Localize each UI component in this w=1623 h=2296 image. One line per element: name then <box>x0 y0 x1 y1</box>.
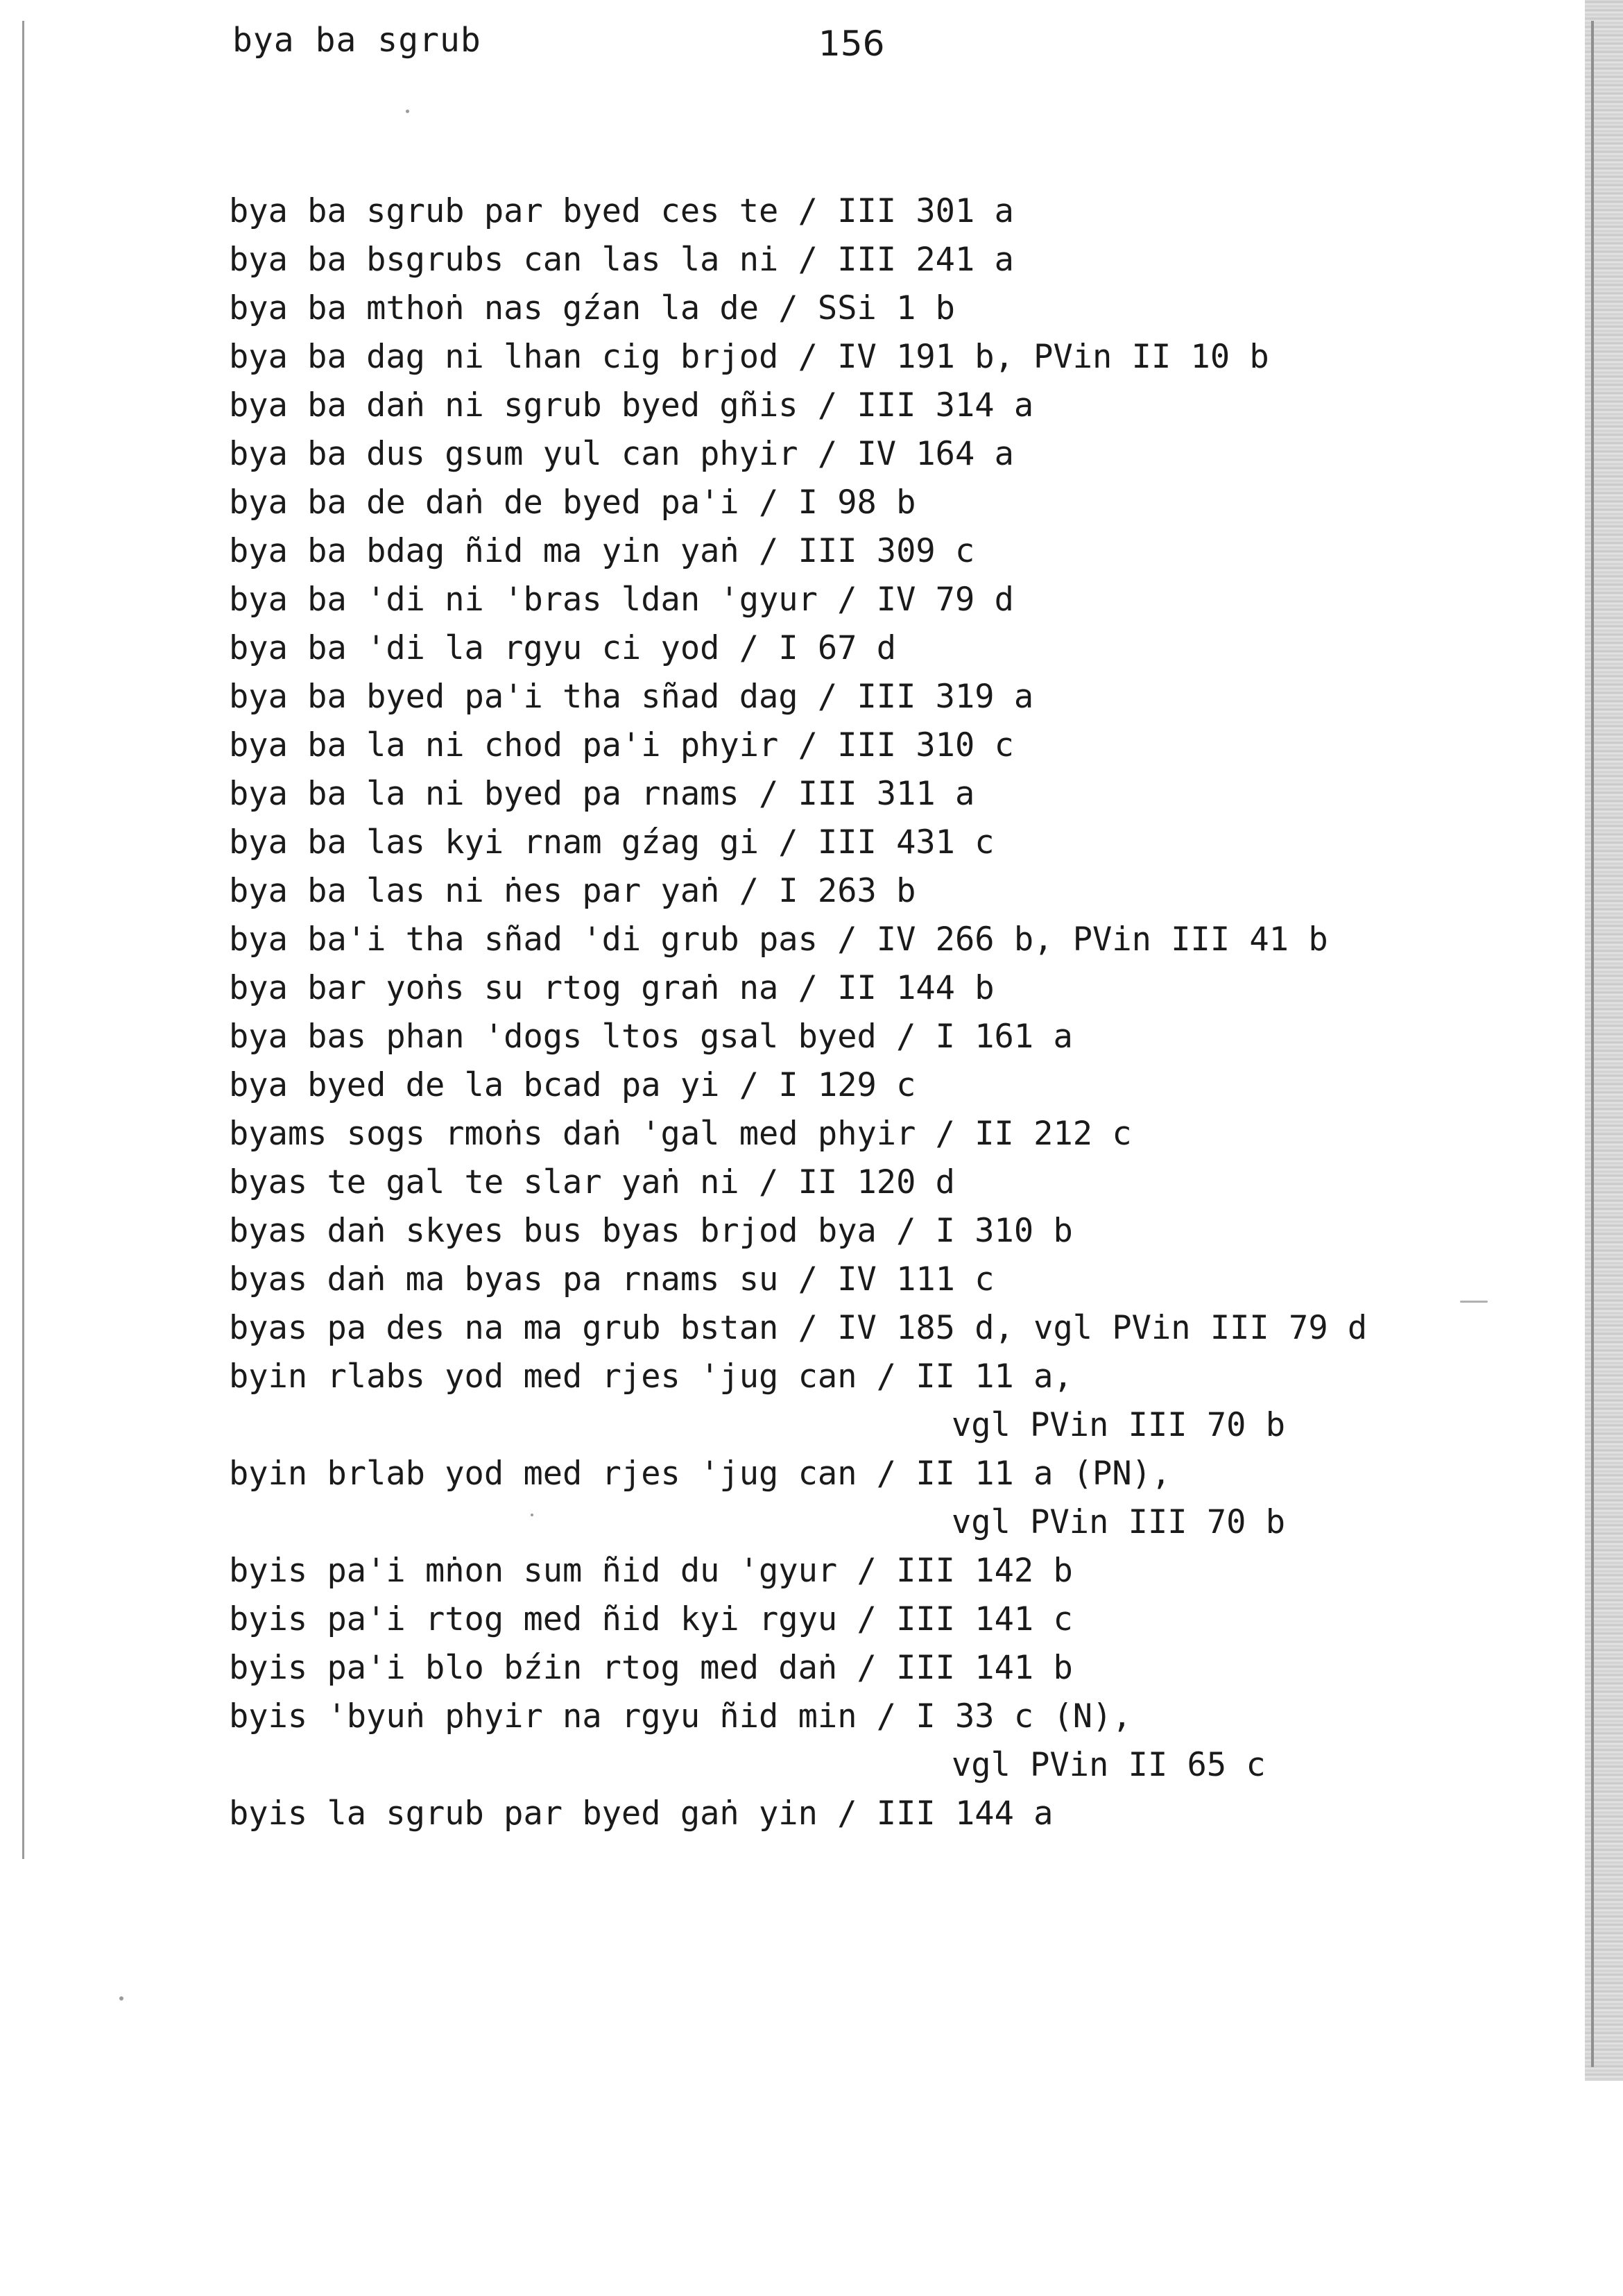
entry-reference: III 319 a <box>857 678 1034 716</box>
entry-separator: / <box>759 289 818 327</box>
entry-separator: / <box>857 1455 916 1493</box>
entry-phrase: byin brlab yod med rjes 'jug can <box>229 1455 857 1493</box>
entry-reference: III 431 c <box>817 823 995 862</box>
entry-line <box>229 527 1477 576</box>
entry-phrase: bya ba sgrub par byed ces te <box>229 192 779 230</box>
entry-line <box>229 333 1477 382</box>
entry-separator: / <box>778 1309 838 1347</box>
entry-separator: / <box>817 581 877 619</box>
scan-speck <box>406 110 409 113</box>
entry-line <box>229 1693 1477 1741</box>
entry-reference: III 311 a <box>798 775 975 813</box>
entry-line <box>229 236 1477 284</box>
entry-line <box>229 819 1477 867</box>
entry-phrase: bya ba 'di la rgyu ci yod <box>229 629 720 667</box>
entry-reference: I 263 b <box>778 872 916 910</box>
entry-reference: I 161 a <box>935 1018 1073 1056</box>
entry-reference: III 309 c <box>798 532 975 570</box>
entry-separator: / <box>876 1018 936 1056</box>
entry-phrase: bya ba dag ni lhan cig brjod <box>229 338 779 376</box>
entry-separator: / <box>739 483 798 522</box>
entry-separator: / <box>778 192 838 230</box>
entry-line <box>229 430 1477 479</box>
entry-phrase: bya ba bdag ñid ma yin yaṅ <box>229 532 739 570</box>
entry-separator: / <box>719 629 779 667</box>
entry-line <box>229 673 1477 721</box>
entry-phrase: byas pa des na ma grub bstan <box>229 1309 779 1347</box>
index-entries <box>229 187 1477 1838</box>
entry-phrase: bya ba dus gsum yul can phyir <box>229 435 798 473</box>
entry-phrase: bya ba mthoṅ nas gźan la de <box>229 289 759 327</box>
entry-line <box>229 576 1477 624</box>
entry-reference: III 141 b <box>896 1649 1073 1687</box>
entry-line <box>229 1256 1477 1304</box>
scan-speck <box>1460 1301 1488 1303</box>
entry-phrase: byas te gal te slar yaṅ ni <box>229 1163 739 1201</box>
entry-phrase: byis la sgrub par byed gaṅ yin <box>229 1794 818 1833</box>
entry-reference: II 212 c <box>974 1115 1132 1153</box>
entry-reference: IV 79 d <box>876 581 1014 619</box>
scan-speck <box>119 1996 123 2001</box>
entry-separator: / <box>817 920 877 959</box>
entry-phrase: byis 'byuṅ phyir na rgyu ñid min <box>229 1697 857 1736</box>
entry-separator: / <box>837 1552 897 1590</box>
entry-reference: II 11 a, <box>916 1357 1073 1396</box>
entry-continuation: vgl PVin III 70 b <box>952 1406 1286 1444</box>
entry-reference: II 144 b <box>837 969 995 1007</box>
entry-continuation: vgl PVin III 70 b <box>952 1503 1286 1541</box>
entry-line <box>229 1013 1477 1061</box>
entry-separator: / <box>798 435 857 473</box>
entry-separator: / <box>739 1163 798 1201</box>
entry-separator: / <box>739 775 798 813</box>
entry-phrase: byas daṅ skyes bus byas brjod bya <box>229 1212 877 1250</box>
entry-separator: / <box>719 872 779 910</box>
entry-phrase: byas daṅ ma byas pa rnams su <box>229 1260 779 1299</box>
entry-continuation: vgl PVin II 65 c <box>952 1746 1266 1784</box>
entry-reference: I 129 c <box>778 1066 916 1104</box>
entry-separator: / <box>798 678 857 716</box>
entry-reference: IV 164 a <box>857 435 1014 473</box>
entry-phrase: bya ba las ni ṅes par yaṅ <box>229 872 720 910</box>
entry-reference: III 310 c <box>837 726 1014 764</box>
entry-separator: / <box>759 823 818 862</box>
entry-phrase: bya bar yoṅs su rtog graṅ na <box>229 969 779 1007</box>
entry-reference: III 314 a <box>857 386 1034 425</box>
entry-line <box>229 1450 1477 1498</box>
entry-line <box>229 284 1477 333</box>
entry-reference: III 144 a <box>876 1794 1054 1833</box>
entry-phrase: bya ba 'di ni 'bras ldan 'gyur <box>229 581 818 619</box>
entry-reference: IV 185 d, vgl PVin III 79 d <box>837 1309 1368 1347</box>
entry-separator: / <box>837 1649 897 1687</box>
entry-separator: / <box>798 386 857 425</box>
entry-separator: / <box>778 726 838 764</box>
entry-line <box>229 1595 1477 1644</box>
entry-phrase: bya ba la ni chod pa'i phyir <box>229 726 779 764</box>
running-head: bya ba sgrub <box>232 21 481 60</box>
entry-reference: I 67 d <box>778 629 897 667</box>
entry-line <box>229 867 1477 916</box>
entry-phrase: bya bas phan 'dogs ltos gsal byed <box>229 1018 877 1056</box>
entry-line <box>229 479 1477 527</box>
entry-reference: III 301 a <box>837 192 1014 230</box>
entry-separator: / <box>719 1066 779 1104</box>
entry-reference: III 141 c <box>896 1600 1073 1638</box>
entry-separator: / <box>876 1212 936 1250</box>
entry-separator: / <box>778 1260 838 1299</box>
entry-reference: IV 266 b, PVin III 41 b <box>876 920 1328 959</box>
entry-line <box>229 916 1477 964</box>
entry-separator: / <box>857 1697 916 1736</box>
entry-separator: / <box>837 1600 897 1638</box>
entry-phrase: bya ba byed pa'i tha sñad dag <box>229 678 798 716</box>
margin-rule <box>22 21 24 1859</box>
entry-phrase: bya ba bsgrubs can las la ni <box>229 241 779 279</box>
entry-phrase: byams sogs rmoṅs daṅ 'gal med phyir <box>229 1115 916 1153</box>
entry-line <box>229 1547 1477 1595</box>
entry-reference: I 98 b <box>798 483 916 522</box>
entry-reference: I 310 b <box>935 1212 1073 1250</box>
entry-line <box>229 721 1477 770</box>
entry-reference: III 241 a <box>837 241 1014 279</box>
scan-speck <box>531 1514 533 1516</box>
entry-line <box>229 1353 1477 1401</box>
entry-line <box>229 1061 1477 1110</box>
entry-phrase: bya ba daṅ ni sgrub byed gñis <box>229 386 798 425</box>
entry-reference: SSi 1 b <box>817 289 955 327</box>
entry-separator: / <box>739 532 798 570</box>
entry-phrase: byis pa'i mṅon sum ñid du 'gyur <box>229 1552 838 1590</box>
entry-phrase: bya ba'i tha sñad 'di grub pas <box>229 920 818 959</box>
entry-line <box>229 770 1477 819</box>
entry-line <box>229 382 1477 430</box>
entry-phrase: byin rlabs yod med rjes 'jug can <box>229 1357 857 1396</box>
entry-separator: / <box>916 1115 975 1153</box>
entry-reference: IV 191 b, PVin II 10 b <box>837 338 1269 376</box>
entry-reference: III 142 b <box>896 1552 1073 1590</box>
entry-separator: / <box>778 969 838 1007</box>
entry-reference: I 33 c (N), <box>916 1697 1132 1736</box>
entry-reference: II 11 a (PN), <box>916 1455 1171 1493</box>
entry-line <box>229 1207 1477 1256</box>
entry-phrase: bya ba de daṅ de byed pa'i <box>229 483 739 522</box>
entry-phrase: bya byed de la bcad pa yi <box>229 1066 720 1104</box>
entry-line <box>229 1304 1477 1353</box>
entry-line <box>229 1790 1477 1838</box>
entry-phrase: byis pa'i blo bźin rtog med daṅ <box>229 1649 838 1687</box>
entry-separator: / <box>857 1357 916 1396</box>
entry-line <box>229 1158 1477 1207</box>
entry-phrase: bya ba la ni byed pa rnams <box>229 775 739 813</box>
binding-edge-line <box>1591 21 1594 2067</box>
entry-separator: / <box>778 338 838 376</box>
page-number: 156 <box>818 24 885 64</box>
entry-reference: II 120 d <box>798 1163 955 1201</box>
entry-line <box>229 964 1477 1013</box>
entry-reference: IV 111 c <box>837 1260 995 1299</box>
entry-phrase: bya ba las kyi rnam gźag gi <box>229 823 759 862</box>
entry-line <box>229 624 1477 673</box>
entry-line <box>229 187 1477 236</box>
entry-phrase: byis pa'i rtog med ñid kyi rgyu <box>229 1600 838 1638</box>
entry-line <box>229 1110 1477 1158</box>
entry-separator: / <box>778 241 838 279</box>
entry-separator: / <box>817 1794 877 1833</box>
entry-line <box>229 1644 1477 1693</box>
